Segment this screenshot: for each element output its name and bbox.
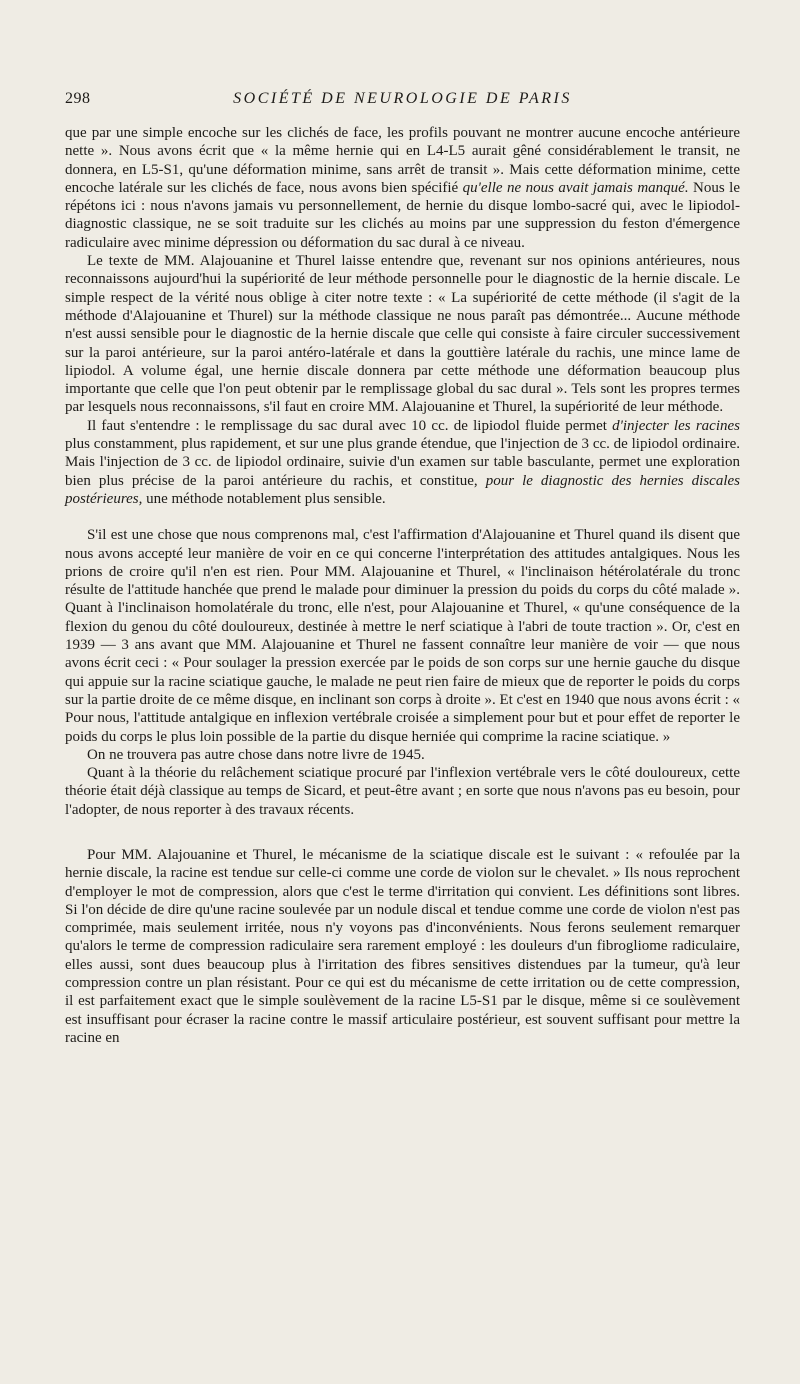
- paragraph-text: Pour MM. Alajouanine et Thurel, le mécanisme de la sciatique discale est le suivant : « refoulée par la hernie discale, la racine est tendue sur celle-ci comme une corde de violon sur le chevalet. » Ils nous reprochent d'employer le mot de compression, alors que c'est le terme d'irritation qui convient. Les définitions sont libres. Si l'on décide de dire qu'une racine soulevée par un nodule discal et tendue comme une corde de violon n'est pas comprimée, mais seulement irritée, nous n'y voyons pas d'inconvénients. Nous ferons seulement remarquer qu'alors le terme de compression radiculaire sera rarement employé : les douleurs d'un fibrogliome radiculaire, elles aussi, sont dues beaucoup plus à l'irritation des fibres sensitives distendues par la tumeur, qu'à leur compression contre un plan résistant. Pour ce qui est du mécanisme de cette irritation ou de cette compression, il est parfaitement exact que le simple soulèvement de la racine L5-S1 par le disque, même si ce soulèvement est insuffisant pour écraser la racine contre le massif articulaire postérieur, est souvent suffisant pour mettre la racine en: [65, 846, 740, 1046]
- page-header: [65, 90, 740, 124]
- paragraph-2: [65, 252, 740, 417]
- paragraph-text: On ne trouvera pas autre chose dans notre livre de 1945.: [87, 746, 425, 763]
- paragraph-text: Quant à la théorie du relâchement sciatique procuré par l'inflexion vertébrale vers le côté douloureux, cette théorie était déjà classique au temps de Sicard, et peut-être avant ; en sorte que nous n'avons pas eu besoin, pour l'adopter, de nous reporter à des travaux récents.: [65, 765, 740, 818]
- paragraph-text: S'il est une chose que nous comprenons mal, c'est l'affirmation d'Alajouanine et Thurel quand ils disent que nous avons accepté leur manière de voir en ce qui concerne l'interprétation des attitudes antalgiques. Nous les prions de croire qu'il n'en est rien. Pour MM. Alajouanine et Thurel, « l'inclinaison hétérolatérale du tronc résulte de l'attitude hanchée que prend le malade pour diminuer la pression du poids du corps du côté malade ». Quant à l'inclinaison homolatérale du tronc, elle n'est, pour Alajouanine et Thurel, « qu'une conséquence de la flexion du genou du côté douloureux, destinée à mettre le nerf sciatique à l'abri de toute traction ». Or, c'est en 1939 — 3 ans avant que MM. Alajouanine et Thurel ne fassent connaître leur manière de voir — que nous avons écrit ceci : « Pour soulager la pression exercée par le poids de son corps sur une hernie gauche du disque qui appuie sur la racine sciatique gauche, le malade ne peut rien faire de mieux que de reporter le poids du corps sur la partie droite de ce même disque, en inclinant son corps à droite ». Et c'est en 1940 que nous avons écrit : « Pour nous, l'attitude antalgique en inflexion vertébrale croisée a simplement pour but et pour effet de reporter le poids du corps le plus loin possible de la partie du disque herniée qui comprime la racine sciatique. »: [65, 527, 741, 745]
- paragraph-1: [65, 124, 740, 252]
- running-head: SOCIÉTÉ DE NEUROLOGIE DE PARIS: [233, 90, 572, 107]
- paragraph-italic-text: qu'elle ne nous avait jamais manqué.: [462, 179, 689, 196]
- body-text: [65, 124, 740, 1047]
- page-number: 298: [65, 90, 91, 107]
- paragraph-5: [65, 746, 740, 764]
- paragraph-italic-text: d'injecter les racines: [612, 417, 740, 434]
- paragraph-text: Nous le répétons ici : nous n'avons jamais vu personnellement, de hernie du disque lombo-sacré qui, avec le lipiodol-diagnostic classique, ne se soit traduite sur les clichés au moins par une suppression du feston d'émergence radiculaire avec minime dépression ou déformation du sac dural à ce niveau.: [65, 179, 740, 251]
- paragraph-text: que par une simple encoche sur les clichés de face, les profils pouvant ne montrer aucune encoche antérieure nette ». Nous avons écrit que « la même hernie qui en L4-L5 aurait gêné considérablement le transit, ne donnera, en L5-S1, qu'une déformation minime, sans arrêt de transit ». Mais cette déformation minime, cette encoche latérale sur les clichés de face, nous avons bien spécifié: [65, 125, 740, 196]
- paragraph-italic-text: pour le diagnostic des hernies discales postérieures,: [65, 472, 740, 507]
- paragraph-text: une méthode notablement plus sensible.: [142, 490, 386, 507]
- paragraph-text: Il faut s'entendre : le remplissage du sac dural avec 10 cc. de lipiodol fluide permet: [87, 417, 613, 434]
- paragraph-text: plus constamment, plus rapidement, et sur une plus grande étendue, que l'injection de 3 cc. de lipiodol ordinaire. Mais l'injection de 3 cc. de lipiodol ordinaire, suivie d'un examen sur table basculante, permet une exploration bien plus précise de la paroi antérieure du rachis, et constitue,: [65, 436, 740, 489]
- paragraph-6: [65, 764, 740, 819]
- paragraph-text: Le texte de MM. Alajouanine et Thurel laisse entendre que, revenant sur nos opinions antérieures, nous reconnaissons aujourd'hui la supériorité de leur méthode personnelle pour le diagnostic de la hernie discale. Le simple respect de la vérité nous oblige à citer notre texte : « La supériorité de cette méthode (il s'agit de la méthode d'Alajouanine et Thurel) sur la méthode classique ne nous paraît pas démontrée... Aucune méthode n'est aussi sensible pour le diagnostic de la hernie discale que celle qui consiste à faire circuler successivement sur la paroi antérieure, sur la paroi antéro-latérale et dans la gouttière latérale du rachis, une mince lame de lipiodol. A volume égal, une hernie discale donnera par cette méthode une déformation beaucoup plus importante que celle que l'on peut obtenir par le remplissage global du sac dural ». Tels sont les propres termes par lesquels nous reconnaissons, s'il faut en croire MM. Alajouanine et Thurel, la supériorité de leur méthode.: [65, 253, 740, 416]
- paragraph-3: [65, 417, 740, 508]
- paragraph-7: [65, 846, 740, 1047]
- paragraph-4: [65, 526, 740, 746]
